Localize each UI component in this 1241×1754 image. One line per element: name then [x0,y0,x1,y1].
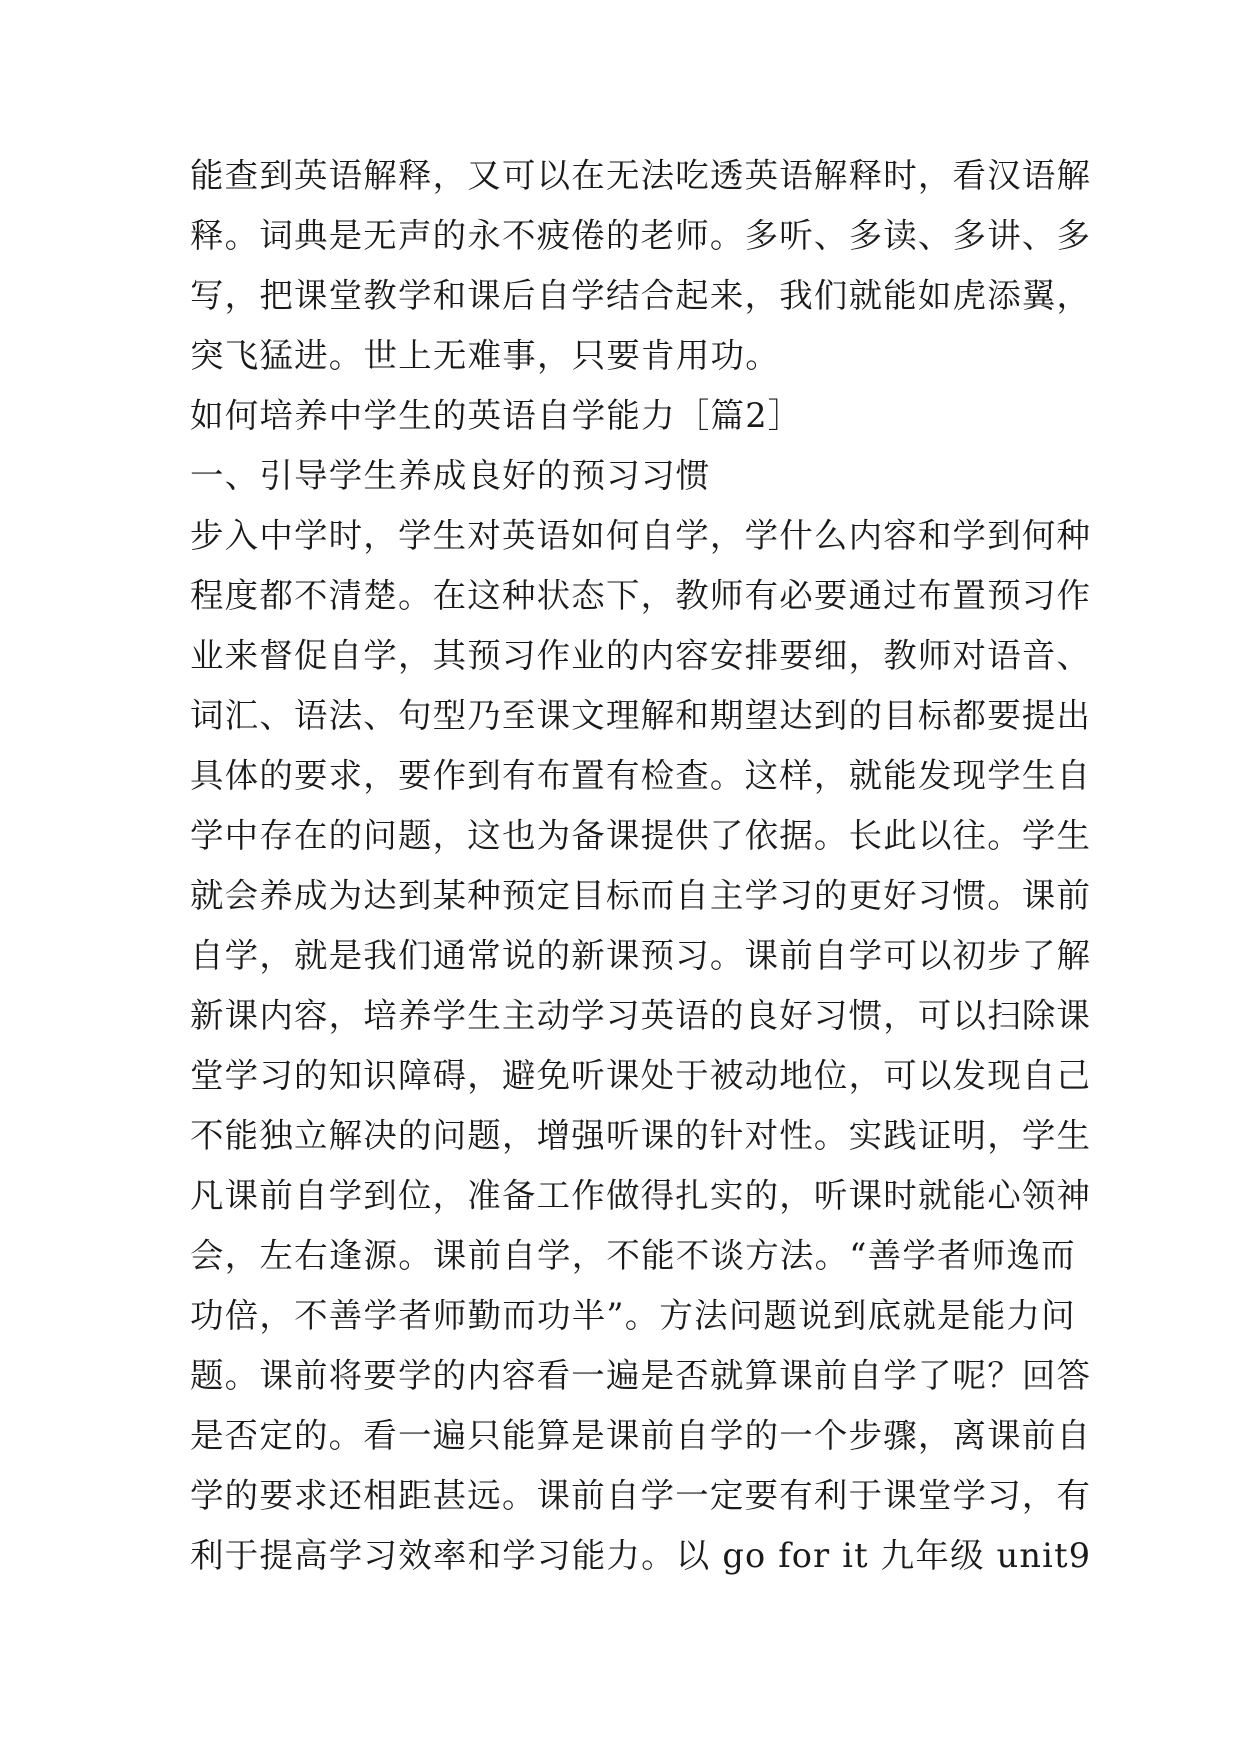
body-text-line: 就会养成为达到某种预定目标而自主学习的更好习惯。课前 [190,876,1092,915]
body-text-line: 释。词典是无声的永不疲倦的老师。多听、多读、多讲、多 [190,216,1092,255]
body-text-line: 会，左右逢源。课前自学，不能不谈方法。“善学者师逸而 [190,1236,1076,1275]
section-title: 如何培养中学生的英语自学能力［篇2］ [190,396,803,435]
body-text-line: 功倍，不善学者师勤而功半”。方法问题说到底就是能力问 [190,1296,1076,1335]
body-text-line: 自学，就是我们通常说的新课预习。课前自学可以初步了解 [190,936,1092,975]
body-text-line: 具体的要求，要作到有布置有检查。这样，就能发现学生自 [190,756,1092,795]
body-text-line: 不能独立解决的问题，增强听课的针对性。实践证明，学生 [190,1116,1092,1155]
body-text-line: 词汇、语法、句型乃至课文理解和期望达到的目标都要提出 [190,696,1092,735]
body-text-line: 题。课前将要学的内容看一遍是否就算课前自学了呢？回答 [190,1356,1092,1395]
body-text-line: 能查到英语解释，又可以在无法吃透英语解释时，看汉语解 [190,156,1092,195]
body-text-line: 学的要求还相距甚远。课前自学一定要有利于课堂学习，有 [190,1476,1092,1515]
section-heading: 一、引导学生养成良好的预习习惯 [190,456,711,495]
body-text-line: 程度都不清楚。在这种状态下，教师有必要通过布置预习作 [190,576,1092,615]
body-text-line: 凡课前自学到位，准备工作做得扎实的，听课时就能心领神 [190,1176,1092,1215]
body-text-line: 学中存在的问题，这也为备课提供了依据。长此以往。学生 [190,816,1092,855]
body-text-line: 新课内容，培养学生主动学习英语的良好习惯，可以扫除课 [190,996,1092,1035]
body-text-line: 是否定的。看一遍只能算是课前自学的一个步骤，离课前自 [190,1416,1092,1455]
body-text-line: 突飞猛进。世上无难事，只要肯用功。 [190,336,780,375]
body-text-line: 写，把课堂教学和课后自学结合起来，我们就能如虎添翼， [190,276,1092,315]
body-text-line: 业来督促自学，其预习作业的内容安排要细，教师对语音、 [190,636,1092,675]
body-text-line: 堂学习的知识障碍，避免听课处于被动地位，可以发现自己 [190,1056,1092,1095]
body-text-line: 步入中学时，学生对英语如何自学，学什么内容和学到何种 [190,516,1092,555]
body-text-line: 利于提高学习效率和学习能力。以 go for it 九年级 unit9 [190,1536,1092,1575]
